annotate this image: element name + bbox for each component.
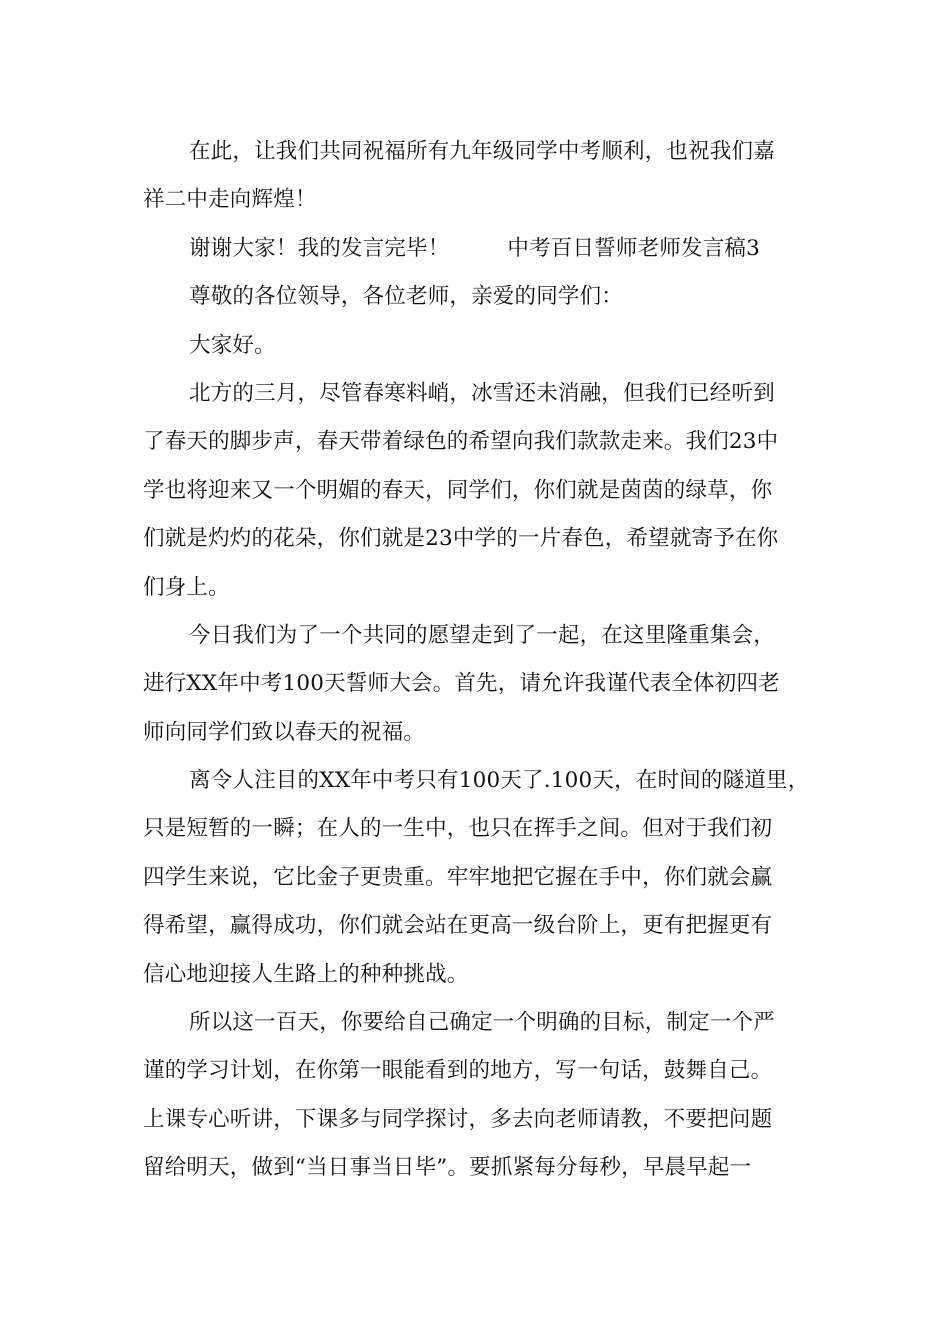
text-line: 学也将迎来又一个明媚的春天，同学们，你们就是茵茵的绿草，你 (143, 477, 773, 503)
text-line: 了春天的脚步声，春天带着绿色的希望向我们款款走来。我们23中 (143, 429, 779, 455)
text-line: 只是短暂的一瞬；在人的一生中，也只在挥手之间。但对于我们初 (143, 816, 773, 842)
text-line: 北方的三月，尽管春寒料峭，冰雪还未消融，但我们已经听到 (189, 380, 775, 406)
salutation: 尊敬的各位领导，各位老师，亲爱的同学们： (189, 284, 624, 310)
text-line: 谨的学习计划，在你第一眼能看到的地方，写一句话，鼓舞自己。 (143, 1058, 773, 1084)
text-line: 师向同学们致以春天的祝福。 (143, 719, 426, 745)
text-line (143, 225, 813, 273)
text-line: 祥二中走向辉煌！ (143, 187, 317, 213)
closing-remark: 谢谢大家！我的发言完毕！ (189, 235, 450, 261)
text-line: 们就是灼灼的花朵，你们就是23中学的一片春色，希望就寄予在你 (143, 526, 779, 552)
greeting: 大家好。 (189, 332, 276, 358)
text-line: 信心地迎接人生路上的种种挑战。 (143, 961, 469, 987)
text-line: 得希望，赢得成功，你们就会站在更高一级台阶上，更有把握更有 (143, 913, 773, 939)
text-line: 上课专心听讲，下课多与同学探讨，多去向老师请教，不要把问题 (143, 1106, 773, 1132)
text-line: 留给明天，做到“当日事当日毕”。要抓紧每分每秒，早晨早起一 (143, 1155, 752, 1181)
text-line: 离令人注目的XX年中考只有100天了.100天，在时间的隧道里， (189, 768, 810, 794)
text-line: 们身上。 (143, 574, 230, 600)
text-line: 进行XX年中考100天誓师大会。首先，请允许我谨代表全体初四老 (143, 671, 780, 697)
document-body (143, 128, 813, 1193)
text-line: 在此，让我们共同祝福所有九年级同学中考顺利，也祝我们嘉 (189, 139, 775, 164)
text-line: 四学生来说，它比金子更贵重。牢牢地把它握在手中，你们就会赢 (143, 864, 773, 890)
text-line: 所以这一百天，你要给自己确定一个明确的目标，制定一个严 (189, 1010, 775, 1036)
section-title: 中考百日誓师老师发言稿3 (507, 235, 760, 261)
text-line: 今日我们为了一个共同的愿望走到了一起，在这里隆重集会， (189, 622, 775, 648)
